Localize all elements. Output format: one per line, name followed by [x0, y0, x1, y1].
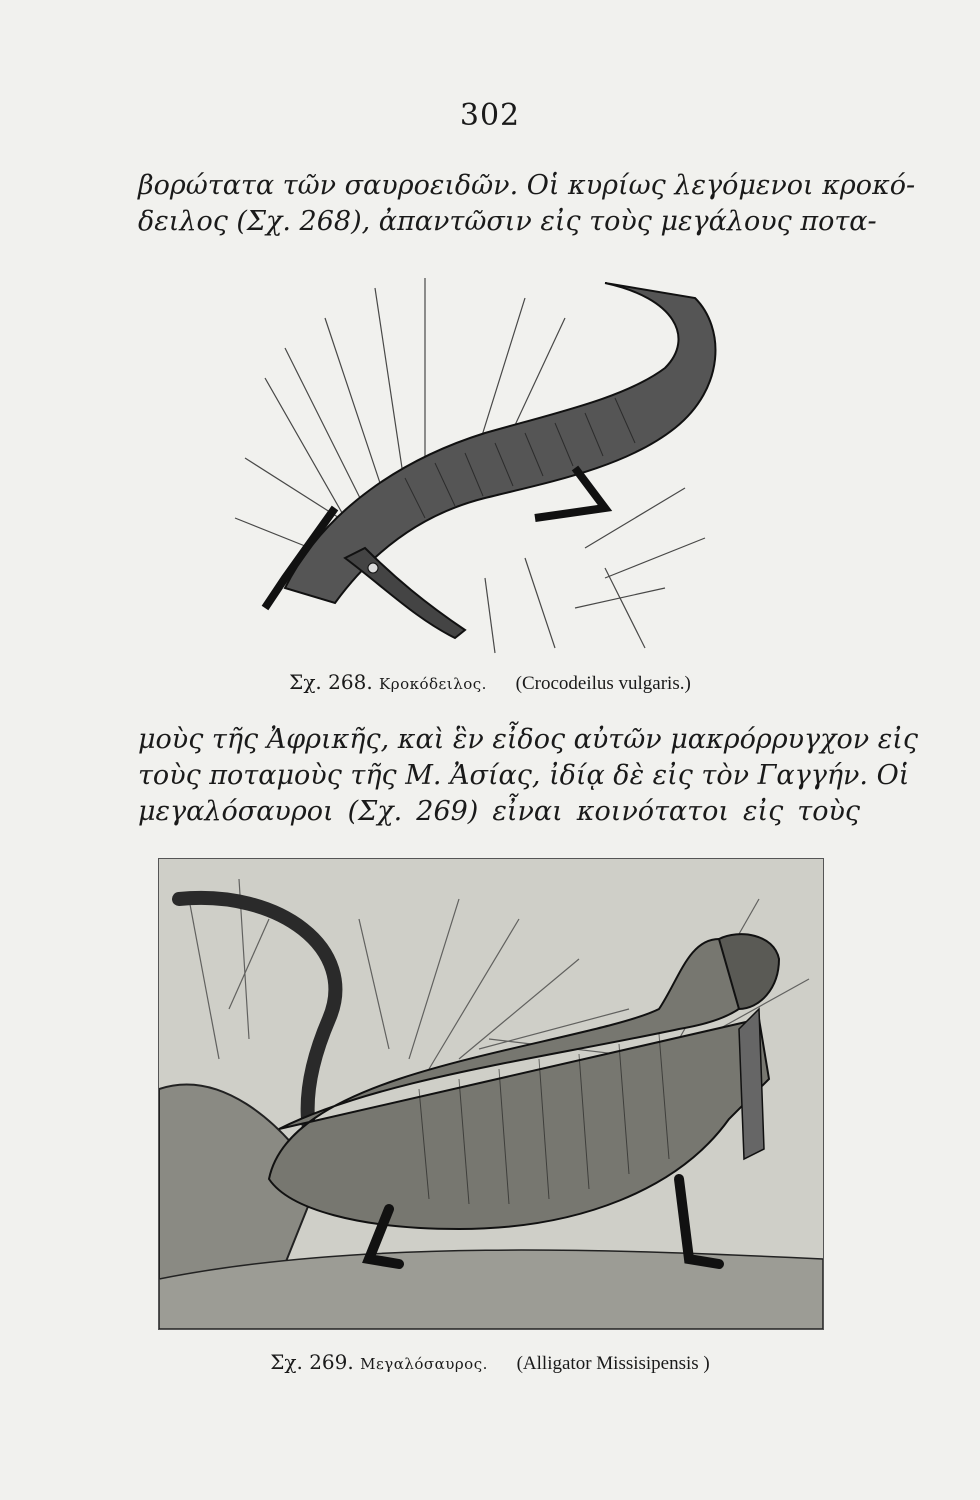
- text-line: τοὺς ποταμοὺς τῆς Μ. Ἀσίας, ἰδίᾳ δὲ εἰς τὸν Γαγγήν. Οἱ: [138, 760, 910, 791]
- figure-greek-name: Κροκόδειλος.: [379, 675, 487, 693]
- figure-label: Σχ. 269.: [270, 1350, 354, 1374]
- paragraph-1: [138, 168, 916, 240]
- text-line: βορώτατα τῶν σαυροειδῶν. Οἱ κυρίως λεγόμενοι κροκό-: [138, 170, 916, 201]
- figure-caption: [0, 1350, 980, 1375]
- figure-label: Σχ. 268.: [289, 670, 373, 694]
- figure-caption: [0, 670, 980, 695]
- crocodile-illustration: [225, 258, 745, 658]
- paragraph-2: [138, 722, 918, 830]
- text-line: δειλος (Σχ. 268), ἀπαντῶσιν εἰς τοὺς μεγάλους ποτα-: [138, 206, 877, 237]
- figure-scientific-name: (Alligator Missisipensis ): [516, 1353, 710, 1374]
- figure-greek-name: Μεγαλόσαυρος.: [360, 1355, 488, 1373]
- iguana-illustration: [158, 858, 824, 1330]
- figure-scientific-name: (Crocodeilus vulgaris.): [515, 673, 691, 694]
- text-line: μοὺς τῆς Ἀφρικῆς, καὶ ἓν εἶδος αὐτῶν μακρόρρυγχον εἰς: [138, 724, 918, 755]
- page-number: 302: [459, 98, 521, 133]
- text-line: μεγαλόσαυροι (Σχ. 269) εἶναι κοινότατοι εἰς τοὺς: [138, 796, 860, 827]
